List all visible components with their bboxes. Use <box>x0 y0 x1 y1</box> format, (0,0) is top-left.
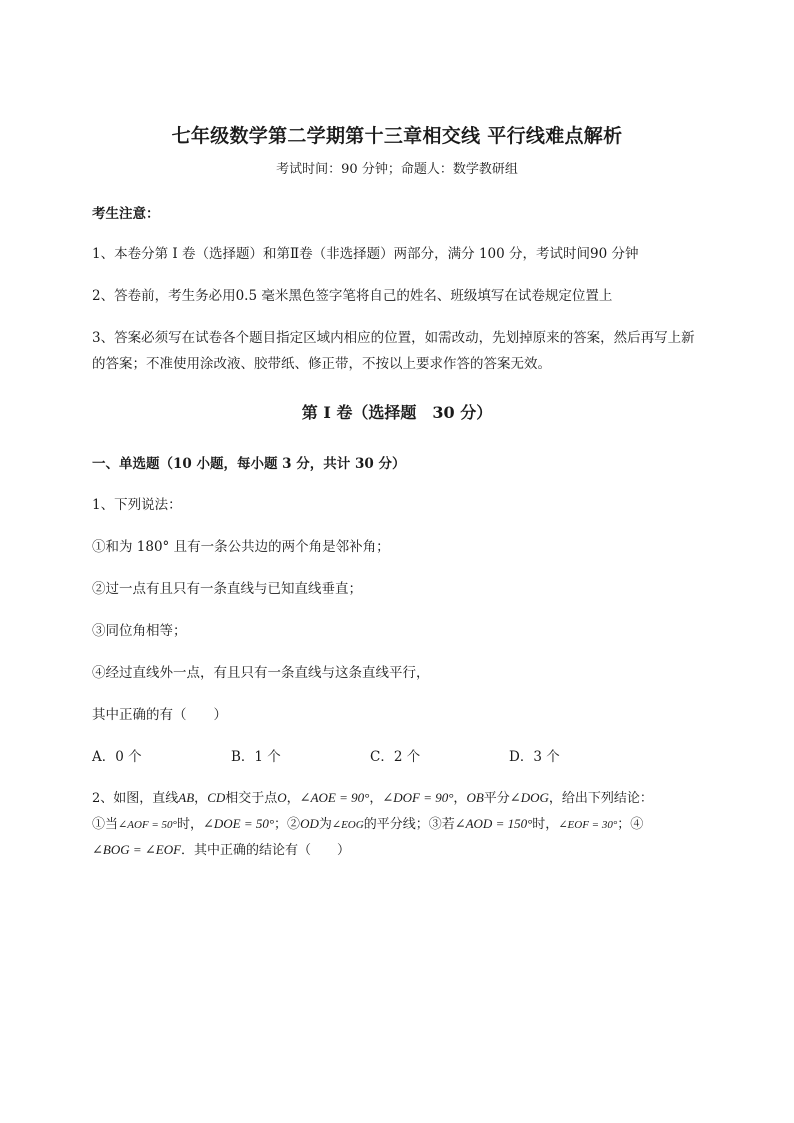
q2-math: ∠DOG <box>509 790 549 805</box>
notice-item-1: 1、本卷分第 I 卷（选择题）和第Ⅱ卷（非选择题）两部分，满分 100 分，考试时间90 分钟 <box>92 246 639 262</box>
notice-heading: 考生注意： <box>92 206 160 222</box>
notice-item-3: 3、答案必须写在试卷各个题目指定区域内相应的位置，如需改动，先划掉原来的答案，然后再写上新 <box>92 330 695 346</box>
q2-text: ， <box>453 791 467 806</box>
q2-math: O <box>277 790 287 805</box>
q1-question: 其中正确的有（ ） <box>92 707 227 723</box>
q1-option-b: B．1 个 <box>231 749 281 765</box>
q2-text: ．其中正确的结论有（ ） <box>181 843 351 858</box>
section-title: 第 I 卷（选择题 30 分） <box>301 403 493 422</box>
q2-line-1 <box>92 787 653 806</box>
notice-item-3-cont: 的答案；不准使用涂改液、胶带纸、修正带，不按以上要求作答的答案无效。 <box>92 356 551 372</box>
q2-math: ∠AOE = 90° <box>299 790 370 805</box>
q2-math: ∠BOG = ∠EOF <box>92 842 182 857</box>
exam-subtitle: 考试时间：90 分钟；命题人：数学教研组 <box>276 162 518 177</box>
q2-text: 时， <box>176 817 203 832</box>
q1-statement-3: ③同位角相等； <box>92 623 187 639</box>
notice-item-2: 2、答卷前，考生务必用0.5 毫米黑色签字笔将自己的姓名、班级填写在试卷规定位置上 <box>92 288 613 304</box>
q2-math: ∠DOF = 90° <box>382 790 454 805</box>
q1-statement-2: ②过一点有且只有一条直线与已知直线垂直； <box>92 581 362 597</box>
q2-math: ∠EOF = 30° <box>558 819 618 831</box>
q2-math: ∠DOE = 50° <box>202 816 275 831</box>
q2-math: ∠AOD = 150° <box>454 816 533 831</box>
exam-title: 七年级数学第二学期第十三章相交线 平行线难点解析 <box>171 125 623 147</box>
q2-text: ；④ <box>617 817 644 832</box>
q2-text: ，给出下列结论： <box>548 791 653 806</box>
q2-math: AB <box>178 790 195 805</box>
q2-math: CD <box>207 790 226 805</box>
q2-line-2 <box>92 813 643 832</box>
q2-math: ∠EOG <box>331 819 364 831</box>
q2-text: ， <box>369 791 383 806</box>
q1-option-c: C．2 个 <box>370 749 421 765</box>
part-title: 一、单选题（10 小题，每小题 3 分，共计 30 分） <box>92 456 406 472</box>
q2-text: ；② <box>274 817 301 832</box>
q2-text: 的平分线；③若 <box>363 817 455 832</box>
q2-text: 相交于点 <box>225 791 278 806</box>
q1-option-a: A．0 个 <box>92 749 142 765</box>
q2-text: ①当 <box>92 817 119 832</box>
q2-math: ∠AOF = 50° <box>118 819 177 831</box>
q2-math: OB <box>466 790 484 805</box>
q2-text: ， <box>286 791 300 806</box>
q2-text: 2、如图，直线 <box>92 791 179 806</box>
q2-text: 时， <box>532 817 559 832</box>
q1-stem: 1、下列说法： <box>92 497 182 513</box>
q1-statement-4: ④经过直线外一点，有且只有一条直线与这条直线平行， <box>92 665 430 681</box>
q2-text: ， <box>194 791 208 806</box>
q2-math: OD <box>300 816 319 831</box>
q1-statement-1: ①和为 180° 且有一条公共边的两个角是邻补角； <box>92 539 390 555</box>
q2-text: 平分 <box>483 791 510 806</box>
q1-option-d: D．3 个 <box>509 749 560 765</box>
q2-line-3 <box>92 839 350 858</box>
q2-text: 为 <box>318 817 332 832</box>
